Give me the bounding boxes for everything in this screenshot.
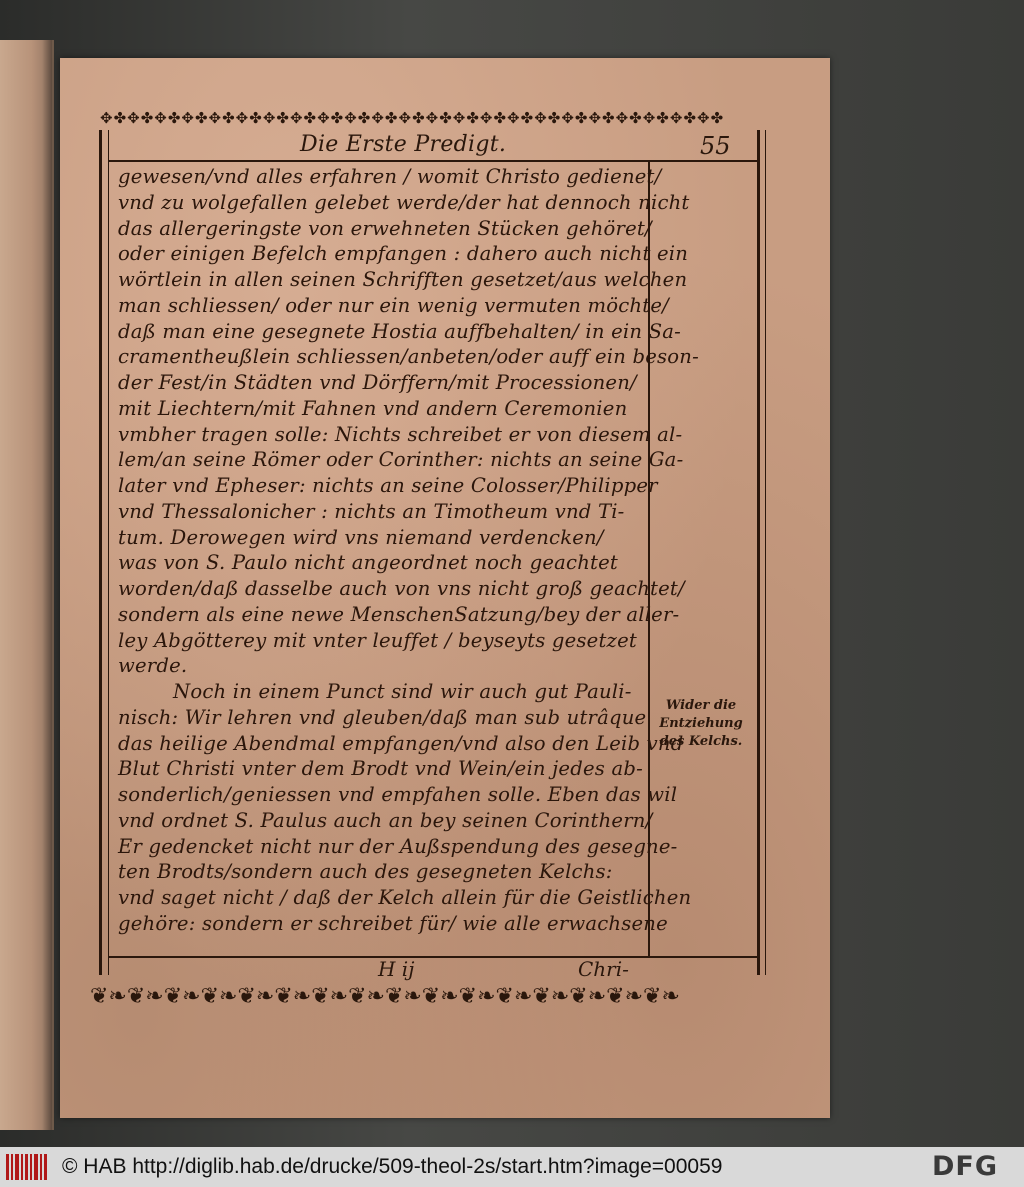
text-line: mit Liechtern/mit Fahnen vnd andern Ceremonien	[118, 396, 628, 420]
text-line: Er gedencket nicht nur der Außspendung des gesegne-	[118, 834, 678, 858]
previous-page-edge	[0, 40, 54, 1130]
margin-note	[652, 697, 750, 751]
margin-note-line: Wider die	[665, 698, 737, 713]
bottom-ornament-border: ❦❧❦❧❦❧❦❧❦❧❦❧❦❧❦❧❦❧❦❧❦❧❦❧❦❧❦❧❦❧❦❧	[90, 984, 680, 1009]
text-line: ley Abgötterey mit vnter leuffet / beyseyts gesetzet	[118, 628, 637, 652]
text-line: man schliessen/ oder nur ein wenig vermuten möchte/	[118, 293, 669, 317]
left-frame-rule	[99, 130, 109, 975]
text-line: later vnd Epheser: nichts an seine Colosser/Philipper	[118, 474, 658, 497]
margin-note-line: des Kelchs.	[659, 734, 743, 749]
right-frame-rule	[757, 130, 766, 975]
body-text	[118, 164, 699, 937]
top-ornament-border: ✥✤✥✤✥✤✥✤✥✤✥✤✥✤✥✤✥✤✥✤✥✤✥✤✥✤✥✤✥✤✥✤✥✤✥✤✥✤✥✤✥✤✥✤✥✤	[100, 109, 725, 127]
signature-mark: H ij	[378, 957, 415, 981]
text-line: das heilige Abendmal empfangen/vnd also den Leib vnd	[118, 731, 684, 755]
footer-bar	[0, 1147, 1024, 1187]
text-line: daß man eine gesegnete Hostia auffbehalten/ in ein Sa-	[118, 319, 681, 343]
text-line: sondern als eine newe MenschenSatzung/bey der aller-	[118, 602, 680, 626]
page-number: 55	[700, 132, 731, 160]
dfg-logo: DFG	[932, 1151, 999, 1182]
text-line: nisch: Wir lehren vnd gleuben/daß man sub utrâque	[118, 705, 647, 729]
text-line: Blut Christi vnter dem Brodt vnd Wein/ein jedes ab-	[118, 757, 643, 781]
header-rule	[108, 160, 758, 162]
text-line: was von S. Paulo nicht angeordnet noch geachtet	[118, 551, 618, 575]
copyright-credit[interactable]: © HAB http://diglib.hab.de/drucke/509-theol-2s/start.htm?image=00059	[62, 1155, 723, 1178]
text-line: oder einigen Befelch empfangen : dahero auch nicht ein	[118, 242, 689, 266]
catchword: Chri-	[578, 957, 629, 981]
text-line: vnd Thessalonicher : nichts an Timotheum vnd Ti-	[118, 499, 625, 523]
text-line: vmbher tragen solle: Nichts schreibet er von diesem al-	[118, 422, 683, 446]
text-bottom-rule	[108, 956, 758, 958]
text-line: werde.	[118, 654, 188, 678]
text-line: vnd zu wolgefallen gelebet werde/der hat dennoch nicht	[118, 190, 690, 214]
text-line: das allergeringste von erwehneten Stücken gehöret/	[118, 216, 652, 240]
text-line: vnd saget nicht / daß der Kelch allein für die Geistlichen	[118, 886, 692, 909]
text-line: ten Brodts/sondern auch des gesegneten Kelchs:	[118, 860, 613, 884]
paragraph-start-line: Noch in einem Punct sind wir auch gut Pauli-	[173, 680, 632, 703]
hab-barcode-icon	[6, 1154, 48, 1180]
text-line: wörtlein in allen seinen Schrifften gesetzet/aus welchen	[118, 268, 688, 291]
text-line: sonderlich/geniessen vnd empfahen solle. Eben das wil	[118, 783, 678, 806]
text-line: gehöre: sondern er schreibet für/ wie alle erwachsene	[118, 911, 668, 935]
text-line: der Fest/in Städten vnd Dörffern/mit Processionen/	[118, 371, 637, 394]
text-line: worden/daß dasselbe auch von vns nicht groß geachtet/	[118, 577, 685, 600]
text-line: vnd ordnet S. Paulus auch an bey seinen Corinthern/	[118, 808, 653, 832]
text-line: cramentheußlein schliessen/anbeten/oder auff ein beson-	[118, 345, 699, 369]
running-head: Die Erste Predigt.	[300, 132, 507, 157]
text-line: tum. Derowegen wird vns niemand verdencken/	[118, 525, 604, 549]
text-line: gewesen/vnd alles erfahren / womit Christo gedienet/	[118, 165, 662, 188]
text-line: lem/an seine Römer oder Corinther: nichts an seine Ga-	[118, 448, 684, 472]
margin-note-line: Entziehung	[659, 716, 743, 731]
